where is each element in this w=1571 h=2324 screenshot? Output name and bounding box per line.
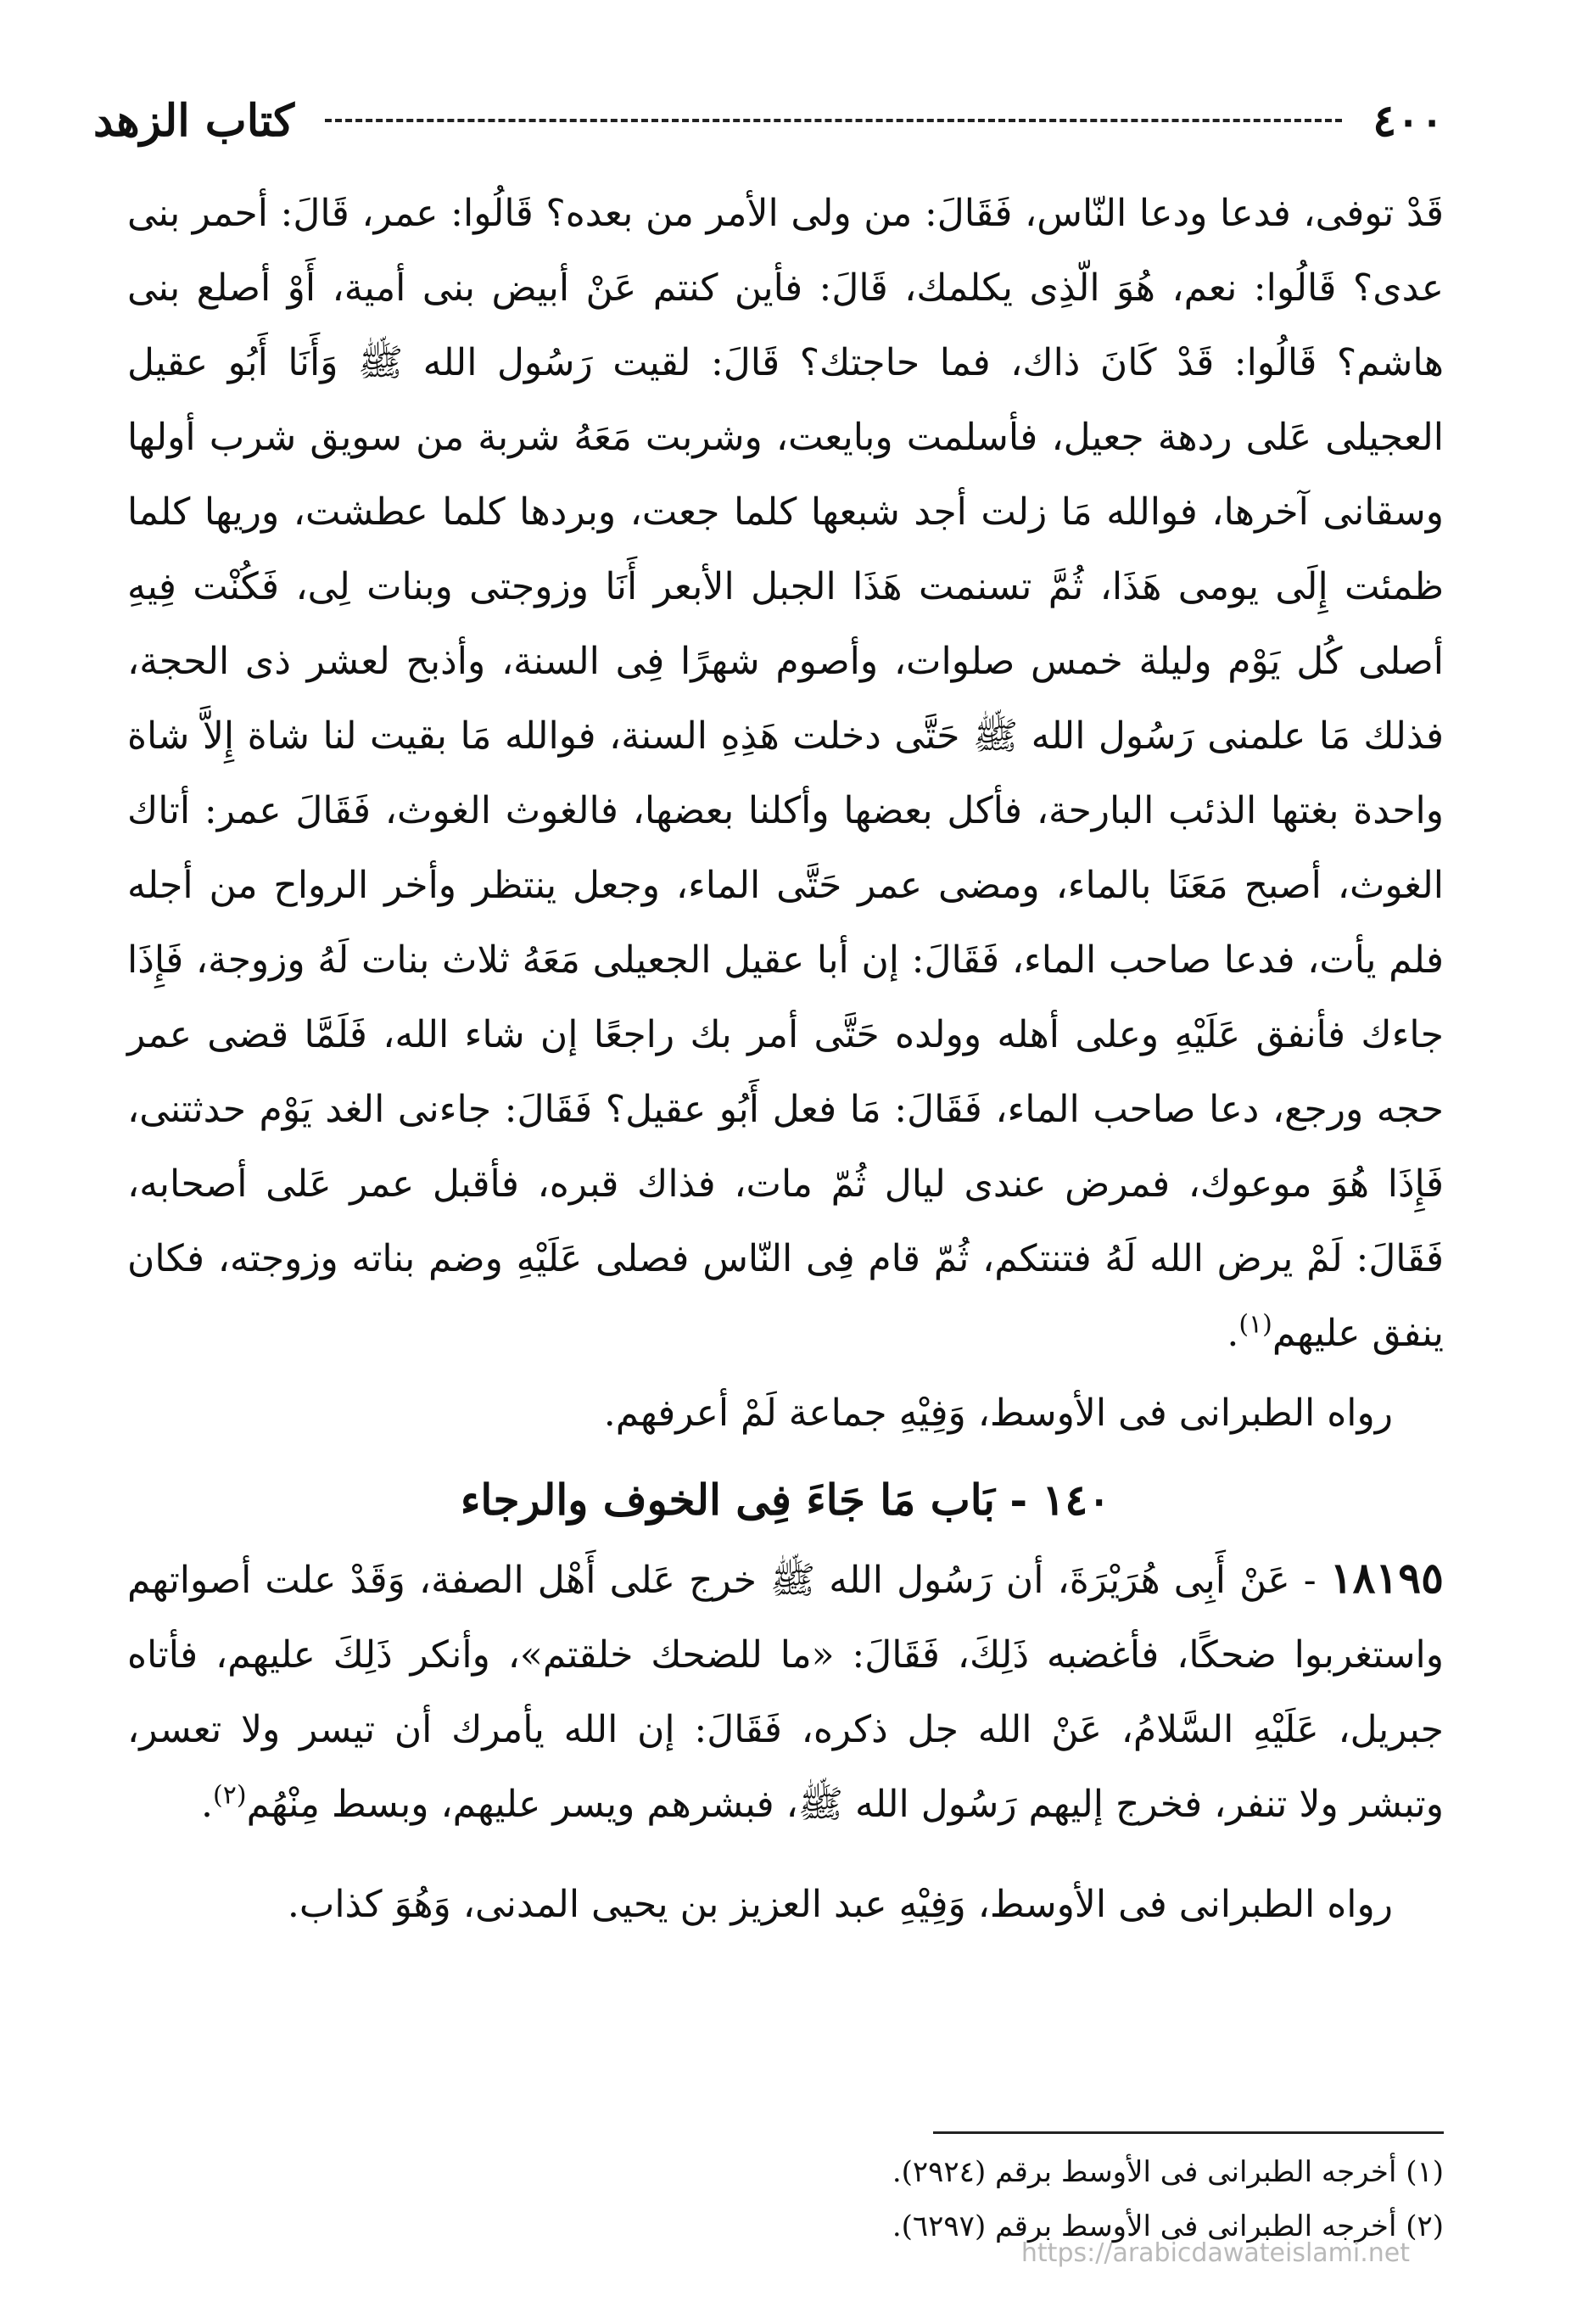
hadith-number: ١٨١٩٥ xyxy=(1329,1553,1444,1603)
hadith-paragraph-1 xyxy=(127,176,1444,1371)
footnote-ref-2: (٢) xyxy=(213,1780,247,1811)
hadith-text-1: قَدْ توفى، فدعا ودعا النّاس، فَقَالَ: من ولى الأمر من بعده؟ قَالُوا: عمر، قَالَ: أحمر بنى عدى؟ قَالُوا: نعم، هُوَ الّذِى يكلمك، قَالَ: فأين كنتم عَنْ أبيض بنى أمية، أَوْ أصلع بنى هاشم؟ قَالُوا: قَدْ كَانَ ذاك، فما حاجتك؟ قَالَ: لقيت رَسُول الله ﷺ وَأَنَا أَبُو عقيل العجيلى عَلى ردهة جعيل، فأسلمت وبايعت، وشربت مَعَهُ شربة من سويق شرب أولها وسقانى آخرها، فوالله مَا زلت أجد شبعها كلما جعت، وبردها كلما عطشت، وريها كلما ظمئت إِلَى يومى هَذَا، ثُمَّ تسنمت هَذَا الجبل الأبعر أَنَا وزوجتى وبنات لِى، فَكُنْت فِيهِ أصلى كُل يَوْم وليلة خمس صلوات، وأصوم شهرًا فِى السنة، وأذبح لعشر ذى الحجة، فذلك مَا علمنى رَسُول الله ﷺ حَتَّى دخلت هَذِهِ السنة، فوالله مَا بقيت لنا شاة إِلاَّ شاة واحدة بغتها الذئب البارحة، فأكل بعضها وأكلنا بعضها، فالغوث الغوث، فَقَالَ عمر: أتاك الغوث، أصبح مَعَنَا بالماء، ومضى عمر حَتَّى الماء، وجعل ينتظر وأخر الرواح من أجله فلم يأت، فدعا صاحب الماء، فَقَالَ: إن أبا عقيل الجعيلى مَعَهُ ثلاث بنات لَهُ وزوجة، فَإِذَا جاءك فأنفق عَلَيْهِ وعلى أهله وولده حَتَّى أمر بك راجعًا إن شاء الله، فَلَمَّا قضى عمر حجه ورجع، دعا صاحب الماء، فَقَالَ: مَا فعل أَبُو عقيل؟ فَقَالَ: جاءنى الغد يَوْم حدثتنى، فَإِذَا هُوَ موعوك، فمرض عندى ليال ثُمّ مات، فذاك قبره، فأقبل عمر عَلى أصحابه، فَقَالَ: لَمْ يرض الله لَهُ فتنتكم، ثُمّ قام فِى النّاس فصلى عَلَيْهِ وضم بناته وزوجته، فكان ينفق عليهم xyxy=(127,192,1445,1355)
narration-note-2: رواه الطبرانى فى الأوسط، وَفِيْهِ عبد العزيز بن يحيى المدنى، وَهُوَ كذاب. xyxy=(287,1883,1393,1926)
paragraph-end-2: . xyxy=(201,1783,214,1826)
main-text xyxy=(127,176,1444,1942)
chapter-heading: ١٤٠ - بَاب مَا جَاءَ فِى الخوف والرجاء xyxy=(460,1475,1111,1525)
footnote-divider xyxy=(933,2131,1444,2134)
narration-note-1: رواه الطبرانى فى الأوسط، وَفِيْهِ جماعة لَمْ أعرفهم. xyxy=(603,1392,1393,1435)
watermark-url: https://arabicdawateislami.net xyxy=(1020,2238,1410,2268)
footnotes xyxy=(127,2145,1444,2254)
page-number: ٤٠٠ xyxy=(1373,94,1444,147)
book-title: كتاب الزهد xyxy=(93,94,295,147)
hadith-text-2: - عَنْ أَبِى هُرَيْرَةَ، أن رَسُول الله ﷺ خرج عَلى أَهْل الصفة، وَقَدْ علت أصواتهم واستغربوا ضحكًا، فأغضبه ذَلِكَ، فَقَالَ: «ما للضحك خلقتم»، وأنكر ذَلِكَ عليهم، فأتاه جبريل، عَلَيْهِ السَّلامُ، عَنْ الله جل ذكره، فَقَالَ: إن الله يأمرك أن تيسر ولا تعسر، وتبشر ولا تنفر، فخرج إليهم رَسُول الله ﷺ، فبشرهم ويسر عليهم، وبسط مِنْهُم xyxy=(127,1559,1444,1826)
footnote-1: (١) أخرجه الطبرانى فى الأوسط برقم (٢٩٢٤). xyxy=(892,2155,1444,2189)
paragraph-end-1: . xyxy=(1227,1312,1239,1355)
header-divider xyxy=(325,119,1342,122)
hadith-paragraph-2 xyxy=(127,1541,1444,1842)
footnote-2: (٢) أخرجه الطبرانى فى الأوسط برقم (٦٢٩٧). xyxy=(892,2209,1444,2243)
page-header xyxy=(93,95,1444,146)
footnote-ref-1: (١) xyxy=(1238,1309,1272,1340)
